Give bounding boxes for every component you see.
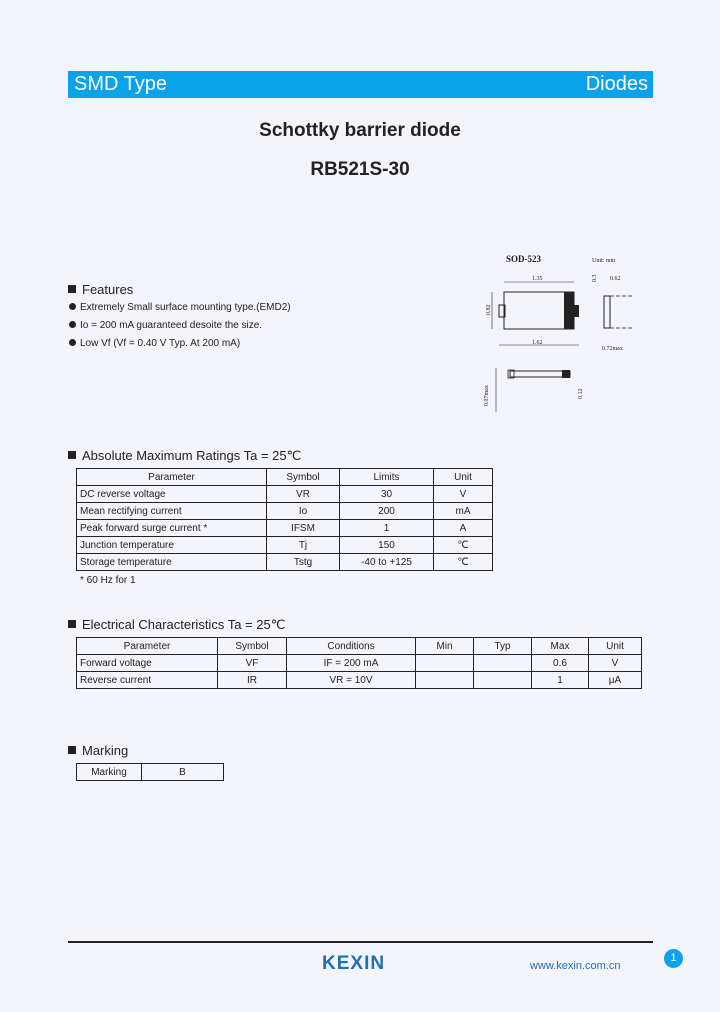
package-unit: Unit: mm <box>592 258 616 264</box>
dim-3: 0.62 <box>610 276 621 282</box>
feature-item: Extremely Small surface mounting type.(EMD2) <box>69 302 291 313</box>
dim-8: 0.12 <box>578 388 584 399</box>
table-row: Mean rectifying current Io 200 mA <box>77 503 493 520</box>
features-heading: Features <box>68 282 133 297</box>
marking-table <box>76 763 224 781</box>
table-row: Peak forward surge current * IFSM 1 A <box>77 520 493 537</box>
table-row: Reverse current IR VR = 10V 1 μA <box>77 672 642 689</box>
table-header-row: Parameter Symbol Conditions Min Typ Max Unit <box>77 638 642 655</box>
table-header-row: Parameter Symbol Limits Unit <box>77 469 493 486</box>
kexin-logo: KEXIN <box>322 953 386 974</box>
table-row: Storage temperature Tstg -40 to +125 ℃ <box>77 554 493 571</box>
package-name: SOD-523 <box>506 254 542 264</box>
bullet-icon <box>69 321 76 328</box>
bullet-icon <box>69 339 76 346</box>
doc-title: Schottky barrier diode <box>259 120 461 141</box>
table-row: Forward voltage VF IF = 200 mA 0.6 V <box>77 655 642 672</box>
marking-heading: Marking <box>68 743 128 758</box>
dim-6: 0.72max <box>602 346 623 352</box>
square-bullet-icon <box>68 746 76 754</box>
footer-url[interactable]: www.kexin.com.cn <box>530 960 621 972</box>
bullet-icon <box>69 303 76 310</box>
footer-divider <box>68 941 653 943</box>
part-number: RB521S-30 <box>310 159 410 180</box>
square-bullet-icon <box>68 620 76 628</box>
amr-table <box>76 468 493 571</box>
table-row: DC reverse voltage VR 30 V <box>77 486 493 503</box>
amr-heading: Absolute Maximum Ratings Ta = 25℃ <box>68 448 301 464</box>
header-right: Diodes <box>585 73 648 95</box>
dim-2: 0.3 <box>592 274 598 282</box>
table-row: Junction temperature Tj 150 ℃ <box>77 537 493 554</box>
amr-footnote: * 60 Hz for 1 <box>80 575 136 586</box>
feature-item: Io = 200 mA guaranteed desoite the size. <box>69 320 262 331</box>
dim-7: 0.07max <box>484 385 490 406</box>
package-drawing <box>482 248 642 418</box>
page-number-badge: 1 <box>664 949 683 968</box>
dim-4: 0.82 <box>486 304 492 315</box>
ec-heading: Electrical Characteristics Ta = 25℃ <box>68 617 285 633</box>
header-left: SMD Type <box>74 73 167 95</box>
dim-5: 1.62 <box>532 340 543 346</box>
table-row: Marking B <box>77 764 224 781</box>
ec-table <box>76 637 642 689</box>
square-bullet-icon <box>68 451 76 459</box>
header-banner <box>68 71 653 98</box>
feature-item: Low Vf (Vf = 0.40 V Typ. At 200 mA) <box>69 338 240 349</box>
square-bullet-icon <box>68 285 76 293</box>
dim-1: 1.35 <box>532 276 543 282</box>
